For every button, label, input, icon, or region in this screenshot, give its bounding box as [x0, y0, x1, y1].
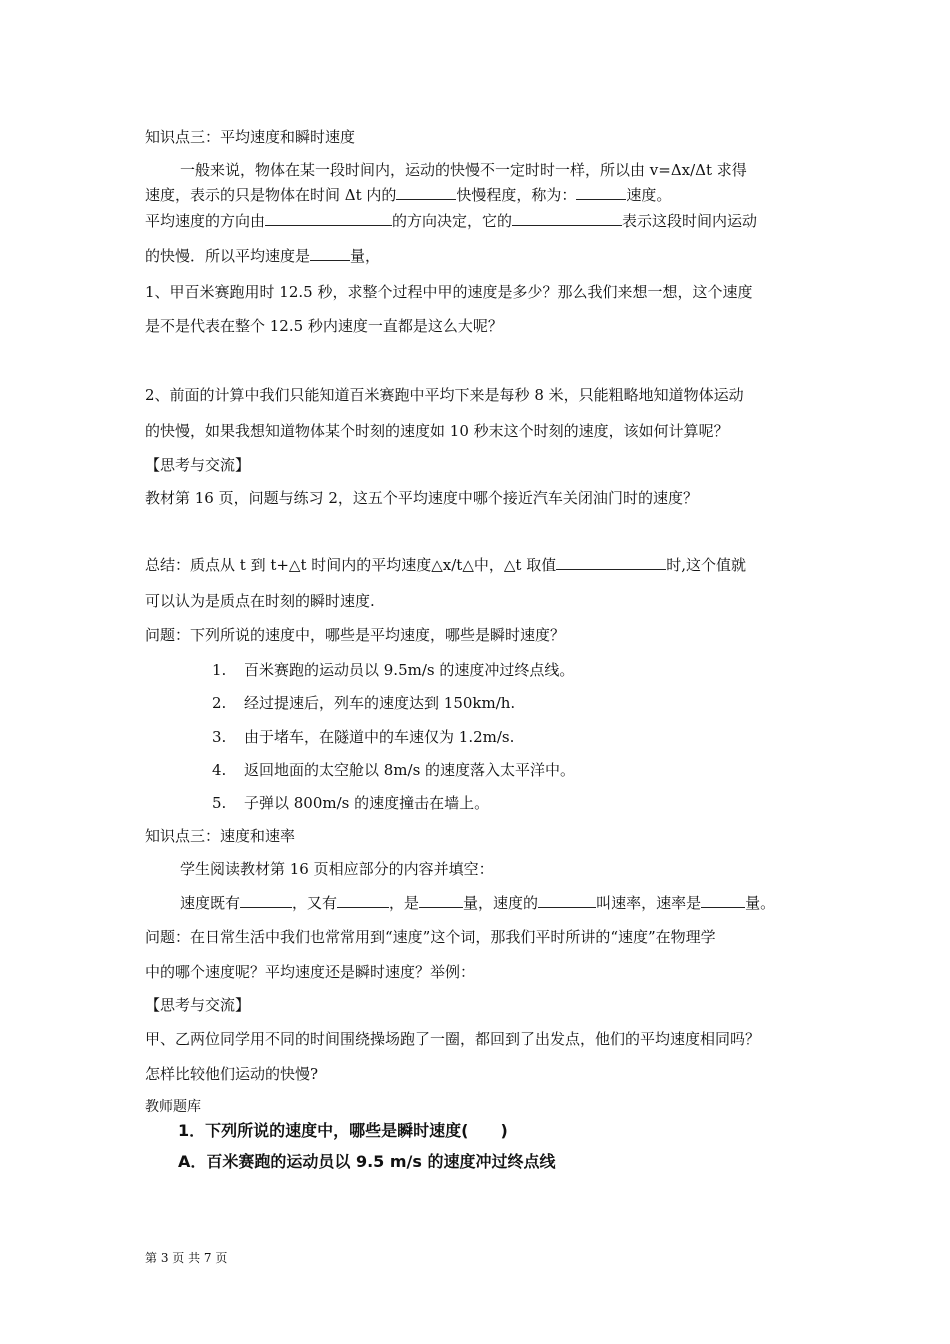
discussion-text: 甲、乙两位同学用不同的时间围绕操场跑了一圈，都回到了出发点，他们的平均速度相同吗？ [145, 1030, 761, 1048]
discussion-text: 教材第 16 页，问题与练习 2，这五个平均速度中哪个接近汽车关闭油门时的速度？ [145, 489, 698, 507]
list-item: 4. 返回地面的太空舱以 8m/s 的速度落入太平洋中。 [212, 761, 576, 779]
question-line: 1、甲百米赛跑用时 12.5 秒，求整个过程中甲的速度是多少？那么我们来想一想，这个速度 [145, 283, 753, 301]
paragraph-line: 学生阅读教材第 16 页相应部分的内容并填空： [180, 860, 494, 878]
fill-blank [265, 211, 392, 226]
question-line: 的快慢，如果我想知道物体某个时刻的速度如 10 秒末这个时刻的速度，该如何计算呢？ [145, 422, 729, 440]
section-heading: 知识点三：速度和速率 [145, 827, 296, 845]
fill-blank [512, 211, 622, 226]
bank-title: 教师题库 [145, 1099, 201, 1115]
paragraph-line: 速度，表示的只是物体在时间 Δt 内的 快慢程度，称为： 速度。 [145, 186, 672, 204]
fill-blank [240, 893, 292, 908]
bank-option: A．百米赛跑的运动员以 9.5 m/s 的速度冲过终点线 [178, 1152, 556, 1171]
question-line: 是不是代表在整个 12.5 秒内速度一直都是这么大呢？ [145, 317, 503, 335]
fill-in-line: 速度既有 ，又有 ，是 量，速度的 叫速率，速率是 量。 [180, 894, 776, 912]
discussion-title: 【思考与交流】 [145, 456, 251, 474]
list-item: 1. 百米赛跑的运动员以 9.5m/s 的速度冲过终点线。 [212, 661, 575, 679]
fill-blank [556, 555, 666, 570]
bank-question: 1．下列所说的速度中，哪些是瞬时速度( ) [178, 1121, 508, 1140]
fill-blank [337, 893, 389, 908]
section-heading: 知识点三：平均速度和瞬时速度 [145, 128, 356, 146]
paragraph-line: 一般来说，物体在某一段时间内，运动的快慢不一定时时一样，所以由 v=Δx/Δt 求得 [180, 161, 747, 179]
question-line: 中的哪个速度呢？平均速度还是瞬时速度？举例： [145, 963, 476, 981]
fill-blank [396, 185, 456, 200]
paragraph-line: 平均速度的方向由 的方向决定，它的 表示这段时间内运动 [145, 212, 758, 230]
paragraph-line: 的快慢．所以平均速度是 量， [145, 247, 381, 265]
discussion-text: 怎样比较他们运动的快慢? [145, 1065, 319, 1083]
problem-title: 问题：下列所说的速度中，哪些是平均速度，哪些是瞬时速度？ [145, 626, 566, 644]
list-item: 2. 经过提速后，列车的速度达到 150km/h. [212, 694, 516, 712]
fill-blank [419, 893, 463, 908]
list-item: 5. 子弹以 800m/s 的速度撞击在墙上。 [212, 794, 490, 812]
page-footer: 第 3 页 共 7 页 [145, 1251, 228, 1265]
fill-blank [538, 893, 596, 908]
list-item: 3. 由于堵车，在隧道中的车速仅为 1.2m/s. [212, 728, 515, 746]
summary-line: 总结：质点从 t 到 t+△t 时间内的平均速度△x/t△中，△t 取值 时,这个值就 [145, 556, 746, 574]
summary-line: 可以认为是质点在时刻的瞬时速度. [145, 592, 375, 610]
fill-blank [701, 893, 745, 908]
discussion-title: 【思考与交流】 [145, 996, 251, 1014]
fill-blank [576, 185, 626, 200]
fill-blank [310, 246, 350, 261]
question-line: 2、前面的计算中我们只能知道百米赛跑中平均下来是每秒 8 米，只能粗略地知道物体运动 [145, 386, 744, 404]
question-line: 问题：在日常生活中我们也常常用到“速度”这个词，那我们平时所讲的“速度”在物理学 [145, 928, 716, 946]
